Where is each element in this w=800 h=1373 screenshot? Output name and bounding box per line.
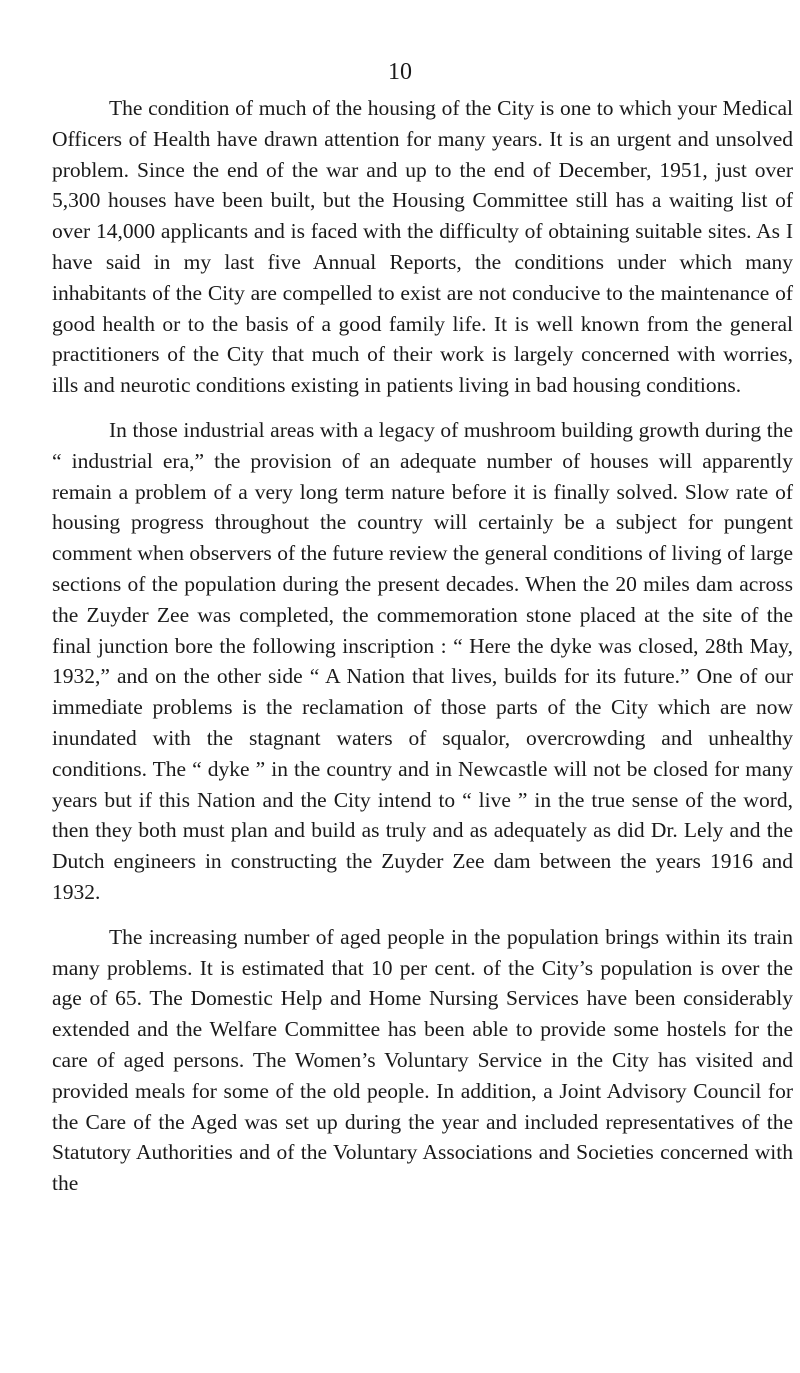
body-text [52,93,793,1199]
page-number: 10 [388,59,412,85]
paragraph-housing-condition: The condition of much of the housing of the City is one to which your Medical Officers of Health have drawn attention for many years. It is an urgent and unsolved problem. Since the end of the war and up to the end of December, 1951, just over 5,300 houses have been built, but the Housing Committee still has a waiting list of over 14,000 applicants and is faced with the difficulty of obtaining suitable sites. As I have said in my last five Annual Reports, the conditions under which many inhabitants of the City are compelled to exist are not conducive to the maintenance of good health or to the basis of a good family life. It is well known from the general practitioners of the City that much of their work is largely concerned with worries, ills and neurotic conditions existing in patients living in bad housing conditions. [52,96,793,398]
paragraph-industrial-areas: In those industrial areas with a legacy of mushroom building growth during the “ industrial era,” the provision of an adequate number of houses will apparently remain a problem of a very long term nature before it is finally solved. Slow rate of housing progress throughout the country will certainly be a subject for pungent comment when observers of the future review the general conditions of living of large sections of the population during the present decades. When the 20 miles dam across the Zuyder Zee was completed, the commemoration stone placed at the site of the final junction bore the following inscription : “ Here the dyke was closed, 28th May, 1932,” and on the other side “ A Nation that lives, builds for its future.” One of our immediate problems is the reclamation of those parts of the City which are now inundated with the stagnant waters of squalor, overcrowding and unhealthy conditions. The “ dyke ” in the country and in Newcastle will not be closed for many years but if this Nation and the City intend to “ live ” in the true sense of the word, then they both must plan and build as truly and as adequately as did Dr. Lely and the Dutch engineers in constructing the Zuyder Zee dam between the years 1916 and 1932. [52,417,793,904]
paragraph-aged-people: The increasing number of aged people in the population brings within its train many problems. It is estimated that 10 per cent. of the City’s population is over the age of 65. The Domestic Help and Home Nursing Services have been considerably extended and the Welfare Committee has been able to provide some hostels for the care of aged persons. The Women’s Voluntary Service in the City has visited and provided meals for some of the old people. In addition, a Joint Advisory Council for the Care of the Aged was set up during the year and included representatives of the Statutory Authorities and of the Voluntary Associations and Societies concerned with the [52,924,793,1196]
